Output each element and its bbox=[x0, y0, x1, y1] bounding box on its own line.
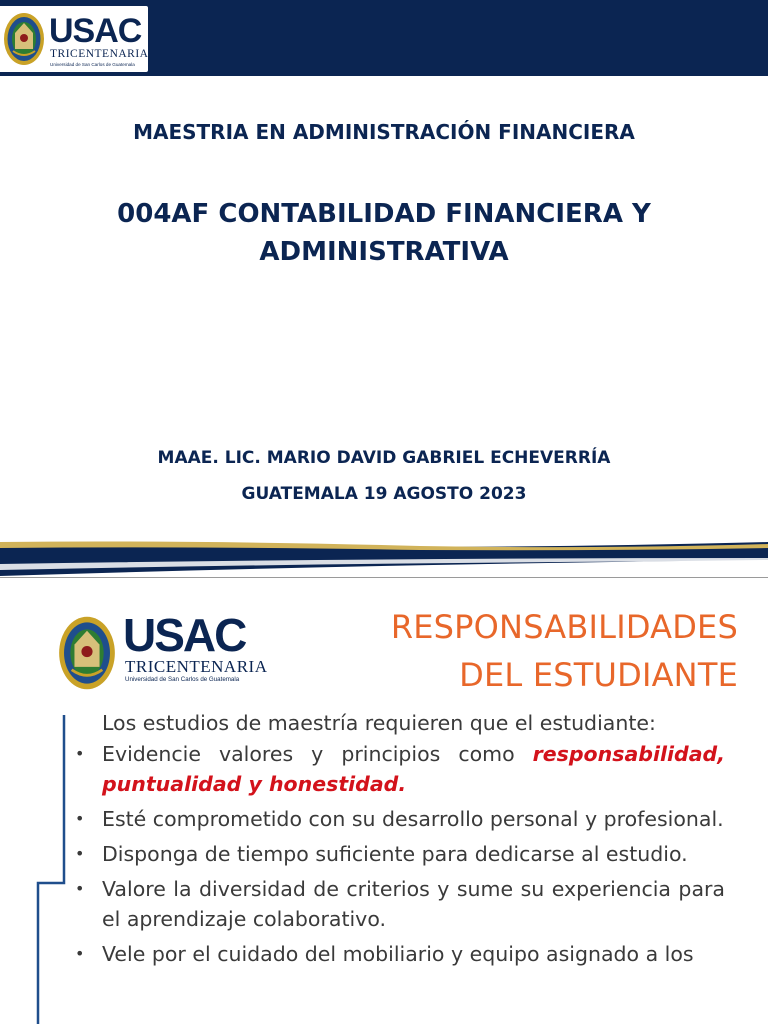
professor-name: MAAE. LIC. MARIO DAVID GABRIEL ECHEVERRÍA bbox=[157, 448, 611, 468]
course-title-line1: 004AF CONTABILIDAD FINANCIERA Y bbox=[117, 199, 651, 229]
bullet-marker: • bbox=[75, 944, 85, 963]
responsibilities-list bbox=[75, 708, 725, 974]
bullet-marker: • bbox=[75, 744, 85, 763]
logo-wordmark: USAC bbox=[49, 12, 142, 50]
list-item-text: Disponga de tiempo suficiente para dedicarse al estudio. bbox=[102, 842, 688, 866]
logo-subtitle: Universidad de San Carlos de Guatemala bbox=[125, 676, 240, 683]
bullet-marker: • bbox=[75, 809, 85, 828]
bullet-marker: • bbox=[75, 879, 85, 898]
slide-heading-line2: DEL ESTUDIANTE bbox=[459, 656, 738, 694]
list-item-text: Esté comprometido con su desarrollo personal y profesional. bbox=[102, 807, 724, 831]
list-item bbox=[75, 939, 725, 969]
slide-heading-line1: RESPONSABILIDADES bbox=[390, 608, 738, 646]
usac-logo bbox=[0, 6, 148, 72]
list-item-text: Evidencie valores y principios como bbox=[102, 742, 533, 766]
presentation-date: GUATEMALA 19 AGOSTO 2023 bbox=[241, 484, 527, 504]
highlighted-values: responsabilidad, puntualidad y honestidad bbox=[102, 742, 725, 796]
university-seal-icon bbox=[55, 614, 119, 692]
bullet-marker: • bbox=[75, 844, 85, 863]
decorative-bracket bbox=[34, 713, 66, 1024]
logo-tagline: TRICENTENARIA bbox=[125, 657, 268, 676]
program-title: MAESTRIA EN ADMINISTRACIÓN FINANCIERA bbox=[133, 120, 635, 144]
list-item bbox=[75, 874, 725, 934]
course-title-line2: ADMINISTRATIVA bbox=[259, 237, 509, 267]
list-item-text: Vele por el cuidado del mobiliario y equipo asignado a los bbox=[102, 942, 694, 966]
list-item bbox=[75, 839, 725, 869]
highlight-period: . bbox=[398, 772, 407, 796]
decorative-swoosh bbox=[0, 528, 768, 577]
logo-wordmark: USAC bbox=[123, 609, 246, 661]
logo-subtitle: Universidad de San Carlos de Guatemala bbox=[50, 62, 135, 67]
list-item bbox=[75, 804, 725, 834]
list-item-text: Valore la diversidad de criterios y sume su experiencia para el aprendizaje colaborativo. bbox=[102, 877, 725, 931]
logo-tagline: TRICENTENARIA bbox=[50, 48, 149, 60]
responsibilities-slide bbox=[0, 578, 768, 1024]
university-seal-icon bbox=[3, 11, 45, 67]
list-intro: Los estudios de maestría requieren que el estudiante: bbox=[102, 711, 656, 735]
course-title bbox=[0, 195, 768, 271]
header-bar bbox=[0, 0, 768, 76]
list-item bbox=[75, 739, 725, 799]
